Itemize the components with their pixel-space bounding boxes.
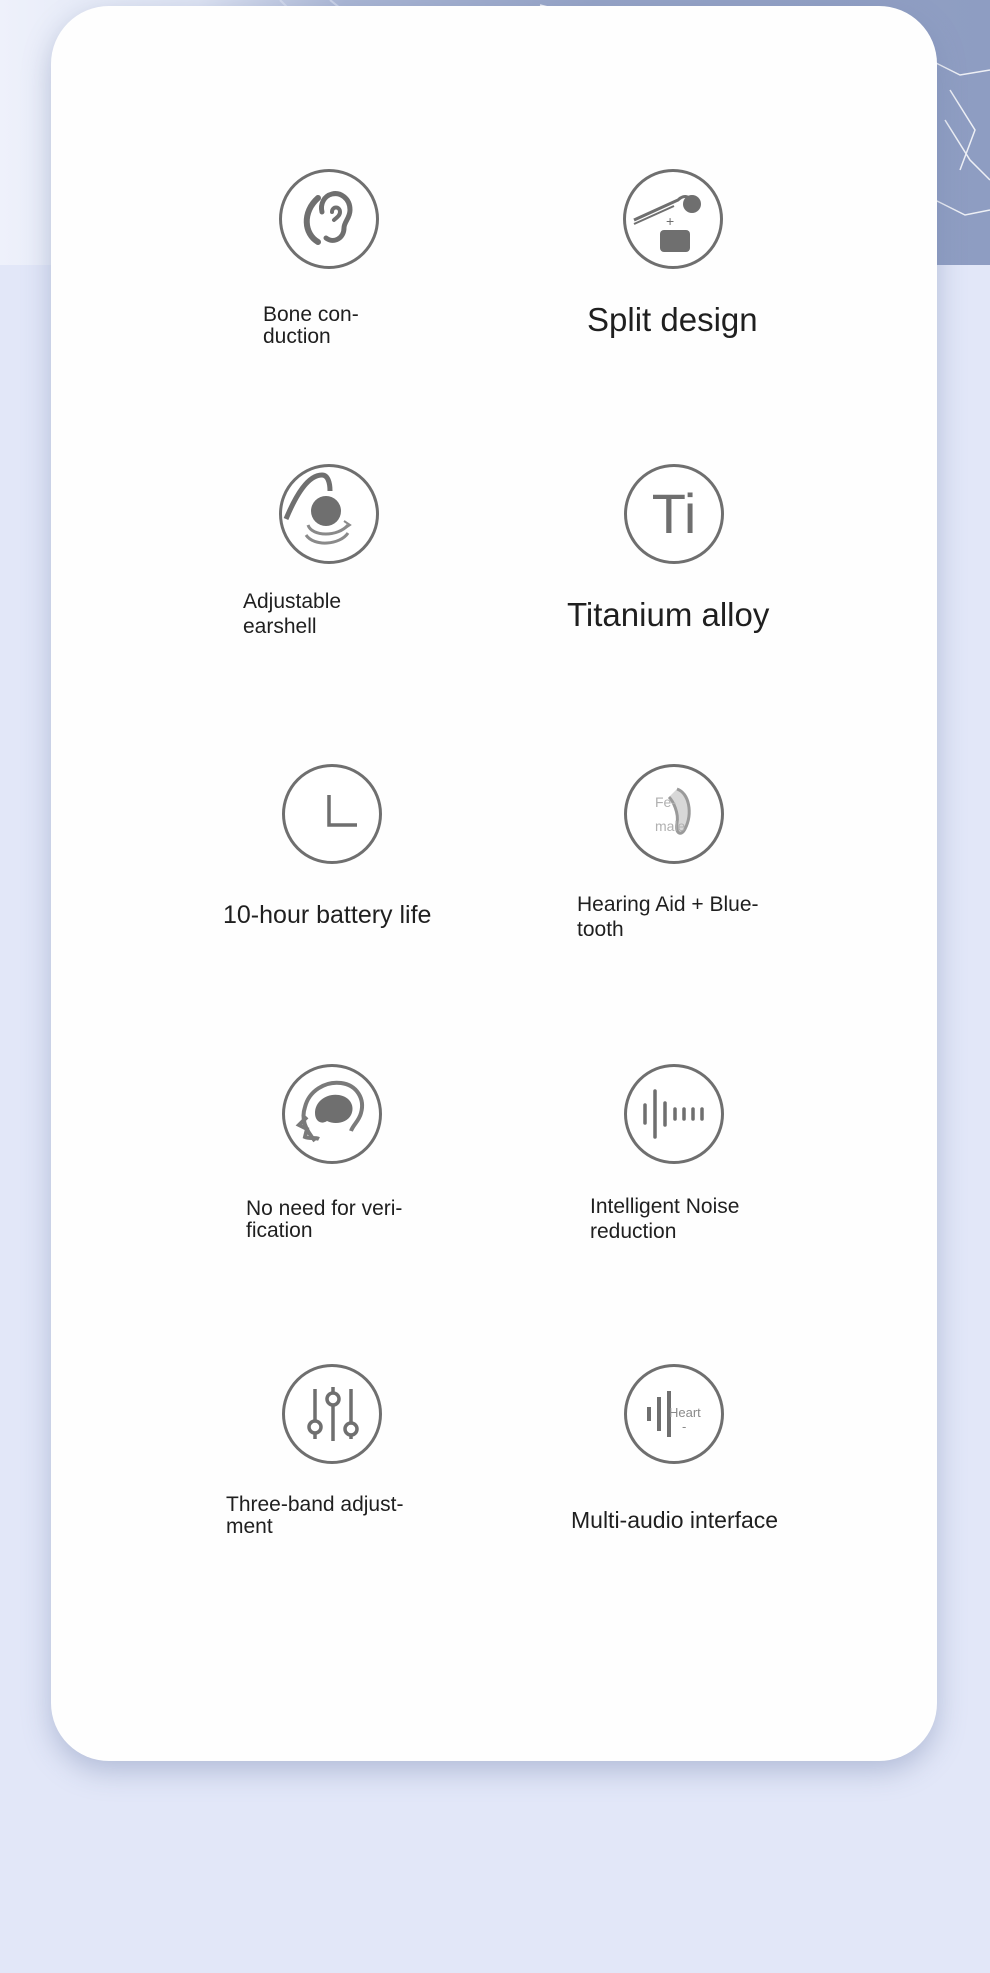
feature-label-line-1: Bone con- <box>263 303 359 326</box>
feature-label-line-2: reduction <box>590 1220 677 1244</box>
split-earphone-icon <box>623 169 723 269</box>
head-brain-icon <box>282 1064 382 1164</box>
feature-label-line-1: Adjustable <box>243 590 342 613</box>
ear-icon <box>279 169 379 269</box>
icon-text-1: Heart <box>669 1405 701 1420</box>
icon-text-1: Fe- <box>655 794 676 810</box>
icon-text-2: male <box>655 818 686 834</box>
feature-label-line-1: Multi-audio interface <box>571 1507 779 1533</box>
feature-label-line-2: duction <box>263 325 331 349</box>
clock-icon <box>282 764 382 864</box>
icon-text-2: - <box>682 1419 687 1434</box>
feature-label-line-1: Hearing Aid + Blue- <box>577 893 759 916</box>
feature-label-line-2: tooth <box>577 918 624 942</box>
feature-label-line-1: Intelligent Noise <box>590 1195 740 1218</box>
features-card <box>51 6 937 1761</box>
feature-label-line-1: No need for veri- <box>246 1197 403 1220</box>
feature-label-line-1: Titanium alloy <box>567 596 770 633</box>
equalizer-icon <box>282 1364 382 1464</box>
feature-label-line-1: 10-hour battery life <box>223 901 432 929</box>
sound-wave-icon <box>624 1064 724 1164</box>
adjustable-earshell-icon <box>279 464 379 564</box>
multi-audio-icon <box>624 1364 724 1464</box>
feature-label-line-2: earshell <box>243 615 317 639</box>
feature-label-line-1: Three-band adjust- <box>226 1493 404 1516</box>
ti-text: Ti <box>651 482 697 545</box>
hearing-aid-icon <box>624 764 724 864</box>
ti-icon <box>624 464 724 564</box>
svg-text:+: + <box>666 213 675 229</box>
feature-label-line-2: ment <box>226 1515 273 1539</box>
feature-label-line-2: fication <box>246 1219 313 1243</box>
feature-label-line-1: Split design <box>587 301 758 338</box>
